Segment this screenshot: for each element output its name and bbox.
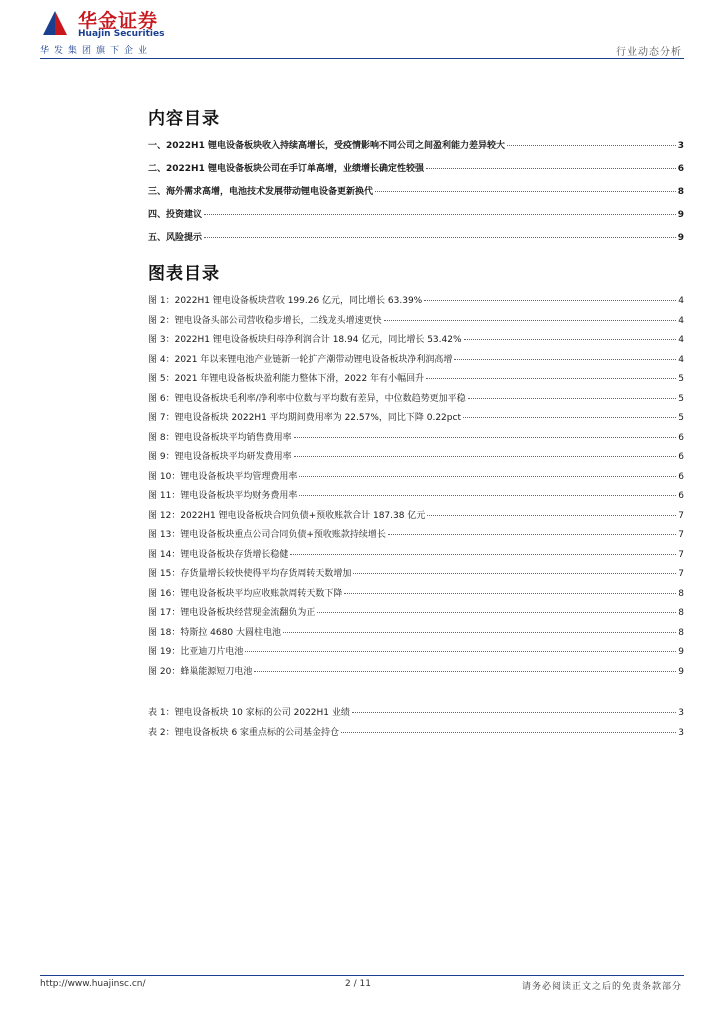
company-name-cn: 华金证券 bbox=[78, 10, 159, 32]
figure-entry-page: 8 bbox=[678, 588, 684, 599]
figure-entry-text: 图 15：存货量增长较快使得平均存货周转天数增加 bbox=[148, 569, 352, 579]
figure-entry-text: 图 16：锂电设备板块平均应收账款周转天数下降 bbox=[148, 588, 343, 599]
figure-entry-page: 7 bbox=[678, 569, 684, 579]
toc-entry-page: 8 bbox=[677, 187, 684, 197]
dot-leader bbox=[245, 651, 676, 652]
figure-entry-page: 6 bbox=[678, 471, 684, 482]
figure-entry[interactable] bbox=[148, 547, 684, 567]
figure-entry-page: 4 bbox=[678, 335, 684, 345]
figure-entry[interactable] bbox=[148, 586, 684, 606]
page-header bbox=[0, 0, 724, 62]
dot-leader bbox=[424, 300, 676, 301]
dot-leader bbox=[426, 168, 676, 169]
footer-url-link[interactable]: http://www.huajinsc.cn/ bbox=[40, 979, 146, 989]
figure-entry-text: 图 19：比亚迪刀片电池 bbox=[148, 647, 244, 657]
toc-entry-page: 9 bbox=[677, 210, 684, 220]
figure-entry-page: 5 bbox=[678, 413, 684, 423]
table-entry-text: 表 1：锂电设备板块 10 家标的公司 2022H1 业绩 bbox=[148, 708, 350, 718]
dot-leader bbox=[507, 145, 676, 146]
figure-entry-page: 5 bbox=[678, 374, 684, 384]
figure-entry[interactable] bbox=[148, 566, 684, 586]
dot-leader bbox=[341, 732, 676, 733]
figures-list bbox=[148, 293, 684, 683]
figure-entry[interactable] bbox=[148, 527, 684, 547]
figure-entry[interactable] bbox=[148, 410, 684, 430]
footer-disclaimer: 请务必阅读正文之后的免责条款部分 bbox=[521, 982, 682, 992]
figure-entry[interactable] bbox=[148, 664, 684, 684]
figure-entry-text: 图 17：锂电设备板块经营现金流翻负为正 bbox=[148, 608, 316, 618]
figure-entry-text: 图 11：锂电设备板块平均财务费用率 bbox=[148, 491, 298, 501]
figure-entry-page: 7 bbox=[678, 510, 684, 521]
figure-entry-text: 图 13：锂电设备板块重点公司合同负债+预收账款持续增长 bbox=[148, 530, 386, 540]
table-entry-page: 3 bbox=[678, 728, 684, 738]
toc-entry[interactable] bbox=[148, 184, 684, 207]
dot-leader bbox=[299, 495, 676, 496]
figure-entry[interactable] bbox=[148, 488, 684, 508]
figure-entry-page: 8 bbox=[678, 608, 684, 618]
figure-entry-page: 4 bbox=[678, 315, 684, 326]
dot-leader bbox=[427, 515, 676, 516]
figure-entry-page: 6 bbox=[678, 491, 684, 501]
report-type: 行业动态分析 bbox=[616, 47, 682, 58]
dot-leader bbox=[384, 320, 677, 321]
dot-leader bbox=[463, 417, 676, 418]
company-tagline: 华发集团旗下企业 bbox=[40, 46, 153, 56]
dot-leader bbox=[464, 339, 677, 340]
toc-entry[interactable] bbox=[148, 161, 684, 184]
dot-leader bbox=[204, 237, 676, 238]
toc-entry-text: 二、2022H1 锂电设备板块公司在手订单高增，业绩增长确定性较强 bbox=[148, 164, 424, 174]
figure-entry-text: 图 12：2022H1 锂电设备板块合同负债+预收账款合计 187.38 亿元 bbox=[148, 510, 426, 521]
figure-entry[interactable] bbox=[148, 625, 684, 645]
figures-title: 图表目录 bbox=[148, 264, 220, 284]
figure-entry-text: 图 3：2022H1 锂电设备板块归母净利润合计 18.94 亿元，同比增长 53.42% bbox=[148, 335, 462, 345]
dot-leader bbox=[454, 359, 676, 360]
toc-entry[interactable] bbox=[148, 230, 684, 253]
header-divider bbox=[40, 58, 684, 59]
figure-entry-page: 9 bbox=[678, 647, 684, 657]
figure-entry-text: 图 6：锂电设备板块毛利率/净利率中位数与平均数有差异，中位数趋势更加平稳 bbox=[148, 393, 466, 404]
figure-entry[interactable] bbox=[148, 605, 684, 625]
figure-entry-text: 图 20：蜂巢能源短刀电池 bbox=[148, 666, 253, 677]
company-name-en: Huajin Securities bbox=[78, 29, 165, 39]
figure-entry[interactable] bbox=[148, 352, 684, 372]
toc-entry[interactable] bbox=[148, 207, 684, 230]
huajin-logo-icon bbox=[40, 8, 70, 38]
footer-divider bbox=[40, 975, 684, 976]
dot-leader bbox=[468, 398, 677, 399]
figure-entry-text: 图 1：2022H1 锂电设备板块营收 199.26 亿元，同比增长 63.39% bbox=[148, 296, 423, 306]
dot-leader bbox=[204, 214, 676, 215]
figure-entry-text: 图 2：锂电设备头部公司营收稳步增长，二线龙头增速更快 bbox=[148, 315, 382, 326]
figure-entry-page: 7 bbox=[678, 549, 684, 560]
figure-entry-page: 9 bbox=[678, 666, 684, 677]
dot-leader bbox=[294, 456, 677, 457]
table-entry[interactable] bbox=[148, 725, 684, 745]
table-entry-text: 表 2：锂电设备板块 6 家重点标的公司基金持仓 bbox=[148, 728, 340, 738]
figure-entry[interactable] bbox=[148, 430, 684, 450]
figure-entry-page: 4 bbox=[678, 296, 684, 306]
tables-list bbox=[148, 705, 684, 745]
figure-entry[interactable] bbox=[148, 313, 684, 333]
page-number: 2 / 11 bbox=[345, 979, 371, 989]
contents-title: 内容目录 bbox=[148, 109, 220, 129]
figure-entry-text: 图 14：锂电设备板块存货增长稳健 bbox=[148, 549, 289, 560]
figure-entry[interactable] bbox=[148, 469, 684, 489]
figure-entry-page: 8 bbox=[678, 627, 684, 638]
figure-entry[interactable] bbox=[148, 449, 684, 469]
dot-leader bbox=[317, 612, 676, 613]
contents-list bbox=[148, 138, 684, 253]
dot-leader bbox=[294, 437, 677, 438]
figure-entry-text: 图 5：2021 年锂电设备板块盈利能力整体下滑，2022 年有小幅回升 bbox=[148, 374, 425, 384]
toc-entry-page: 9 bbox=[677, 233, 684, 243]
figure-entry-text: 图 18：特斯拉 4680 大圆柱电池 bbox=[148, 627, 281, 638]
figure-entry-page: 4 bbox=[678, 354, 684, 365]
figure-entry-text: 图 4：2021 年以来锂电池产业链新一轮扩产潮带动锂电设备板块净利润高增 bbox=[148, 354, 453, 365]
figure-entry-text: 图 10：锂电设备板块平均管理费用率 bbox=[148, 471, 298, 482]
dot-leader bbox=[254, 671, 676, 672]
toc-entry-text: 三、海外需求高增，电池技术发展带动锂电设备更新换代 bbox=[148, 187, 374, 197]
toc-entry-page: 3 bbox=[677, 141, 684, 151]
figure-entry-text: 图 9：锂电设备板块平均研发费用率 bbox=[148, 452, 292, 462]
figure-entry-text: 图 7：锂电设备板块 2022H1 平均期间费用率为 22.57%，同比下降 0.22pct bbox=[148, 413, 461, 423]
table-entry-page: 3 bbox=[678, 708, 684, 718]
toc-entry-text: 五、风险提示 bbox=[148, 233, 203, 243]
dot-leader bbox=[299, 476, 676, 477]
figure-entry-text: 图 8：锂电设备板块平均销售费用率 bbox=[148, 432, 292, 443]
figure-entry[interactable] bbox=[148, 391, 684, 411]
figure-entry-page: 6 bbox=[678, 432, 684, 443]
dot-leader bbox=[426, 378, 676, 379]
dot-leader bbox=[353, 573, 676, 574]
toc-entry-text: 一、2022H1 锂电设备板块收入持续高增长，受疫情影响不同公司之间盈利能力差异较大 bbox=[148, 141, 505, 151]
figure-entry[interactable] bbox=[148, 371, 684, 391]
toc-entry[interactable] bbox=[148, 138, 684, 161]
dot-leader bbox=[352, 712, 676, 713]
table-entry[interactable] bbox=[148, 705, 684, 725]
toc-entry-text: 四、投资建议 bbox=[148, 210, 203, 220]
figure-entry-page: 6 bbox=[678, 452, 684, 462]
dot-leader bbox=[388, 534, 676, 535]
dot-leader bbox=[344, 593, 676, 594]
figure-entry[interactable] bbox=[148, 332, 684, 352]
figure-entry[interactable] bbox=[148, 644, 684, 664]
figure-entry-page: 5 bbox=[678, 393, 684, 404]
figure-entry[interactable] bbox=[148, 508, 684, 528]
toc-entry-page: 6 bbox=[677, 164, 684, 174]
figure-entry[interactable] bbox=[148, 293, 684, 313]
dot-leader bbox=[375, 191, 676, 192]
dot-leader bbox=[283, 632, 676, 633]
figure-entry-page: 7 bbox=[678, 530, 684, 540]
dot-leader bbox=[290, 554, 676, 555]
